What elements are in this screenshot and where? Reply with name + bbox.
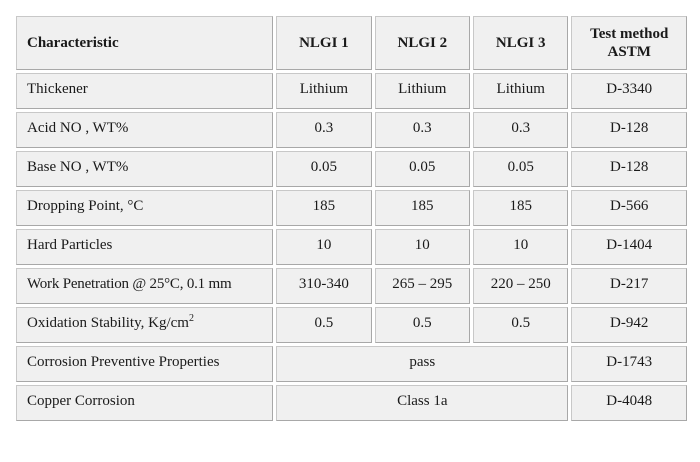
row-nlgi-2-value: 0.05 bbox=[375, 151, 470, 187]
row-nlgi-3-value: 10 bbox=[473, 229, 568, 265]
grease-specification-table bbox=[13, 13, 690, 424]
row-all-grades-value: Class 1a bbox=[276, 385, 568, 421]
row-characteristic: Corrosion Preventive Properties bbox=[16, 346, 273, 382]
row-test-method: D-1404 bbox=[571, 229, 687, 265]
row-nlgi-1-value: 0.3 bbox=[276, 112, 371, 148]
row-characteristic: Acid NO , WT% bbox=[16, 112, 273, 148]
table-row bbox=[16, 73, 687, 109]
row-nlgi-2-value: 185 bbox=[375, 190, 470, 226]
row-test-method: D-4048 bbox=[571, 385, 687, 421]
row-characteristic: Copper Corrosion bbox=[16, 385, 273, 421]
table-row bbox=[16, 268, 687, 304]
header-test-method-line2: ASTM bbox=[607, 44, 651, 60]
table-row bbox=[16, 385, 687, 421]
table-row bbox=[16, 229, 687, 265]
row-test-method: D-128 bbox=[571, 151, 687, 187]
row-all-grades-value: pass bbox=[276, 346, 568, 382]
row-nlgi-1-value: Lithium bbox=[276, 73, 371, 109]
row-characteristic: Hard Particles bbox=[16, 229, 273, 265]
row-nlgi-3-value: 185 bbox=[473, 190, 568, 226]
row-nlgi-1-value: 185 bbox=[276, 190, 371, 226]
row-nlgi-2-value: 10 bbox=[375, 229, 470, 265]
header-nlgi-1: NLGI 1 bbox=[276, 16, 371, 70]
row-nlgi-3-value: 0.3 bbox=[473, 112, 568, 148]
table-row bbox=[16, 151, 687, 187]
unit-superscript: 2 bbox=[188, 313, 194, 324]
row-characteristic: Dropping Point, °C bbox=[16, 190, 273, 226]
header-nlgi-3: NLGI 3 bbox=[473, 16, 568, 70]
row-nlgi-3-value: 0.5 bbox=[473, 307, 568, 343]
row-test-method: D-3340 bbox=[571, 73, 687, 109]
table-row bbox=[16, 346, 687, 382]
header-characteristic: Characteristic bbox=[16, 16, 273, 70]
row-nlgi-2-value: 265 – 295 bbox=[375, 268, 470, 304]
row-test-method: D-217 bbox=[571, 268, 687, 304]
table-header bbox=[16, 16, 687, 70]
table-body bbox=[16, 73, 687, 421]
row-nlgi-2-value: 0.5 bbox=[375, 307, 470, 343]
row-nlgi-2-value: 0.3 bbox=[375, 112, 470, 148]
row-nlgi-3-value: 220 – 250 bbox=[473, 268, 568, 304]
table-row bbox=[16, 112, 687, 148]
table-row bbox=[16, 190, 687, 226]
row-test-method: D-566 bbox=[571, 190, 687, 226]
row-nlgi-1-value: 0.5 bbox=[276, 307, 371, 343]
row-test-method: D-942 bbox=[571, 307, 687, 343]
row-characteristic: Work Penetration @ 25°C, 0.1 mm bbox=[16, 268, 273, 304]
row-nlgi-1-value: 0.05 bbox=[276, 151, 371, 187]
header-test-method bbox=[571, 16, 687, 70]
row-test-method: D-128 bbox=[571, 112, 687, 148]
header-row bbox=[16, 16, 687, 70]
row-nlgi-1-value: 10 bbox=[276, 229, 371, 265]
row-characteristic: Oxidation Stability, Kg/cm bbox=[27, 315, 189, 331]
header-test-method-line1: Test method bbox=[590, 26, 669, 42]
row-characteristic: Base NO , WT% bbox=[16, 151, 273, 187]
row-test-method: D-1743 bbox=[571, 346, 687, 382]
row-characteristic: Thickener bbox=[16, 73, 273, 109]
row-nlgi-2-value: Lithium bbox=[375, 73, 470, 109]
header-nlgi-2: NLGI 2 bbox=[375, 16, 470, 70]
row-nlgi-1-value: 310-340 bbox=[276, 268, 371, 304]
row-characteristic-cell bbox=[16, 307, 273, 343]
table-row bbox=[16, 307, 687, 343]
row-nlgi-3-value: 0.05 bbox=[473, 151, 568, 187]
row-nlgi-3-value: Lithium bbox=[473, 73, 568, 109]
